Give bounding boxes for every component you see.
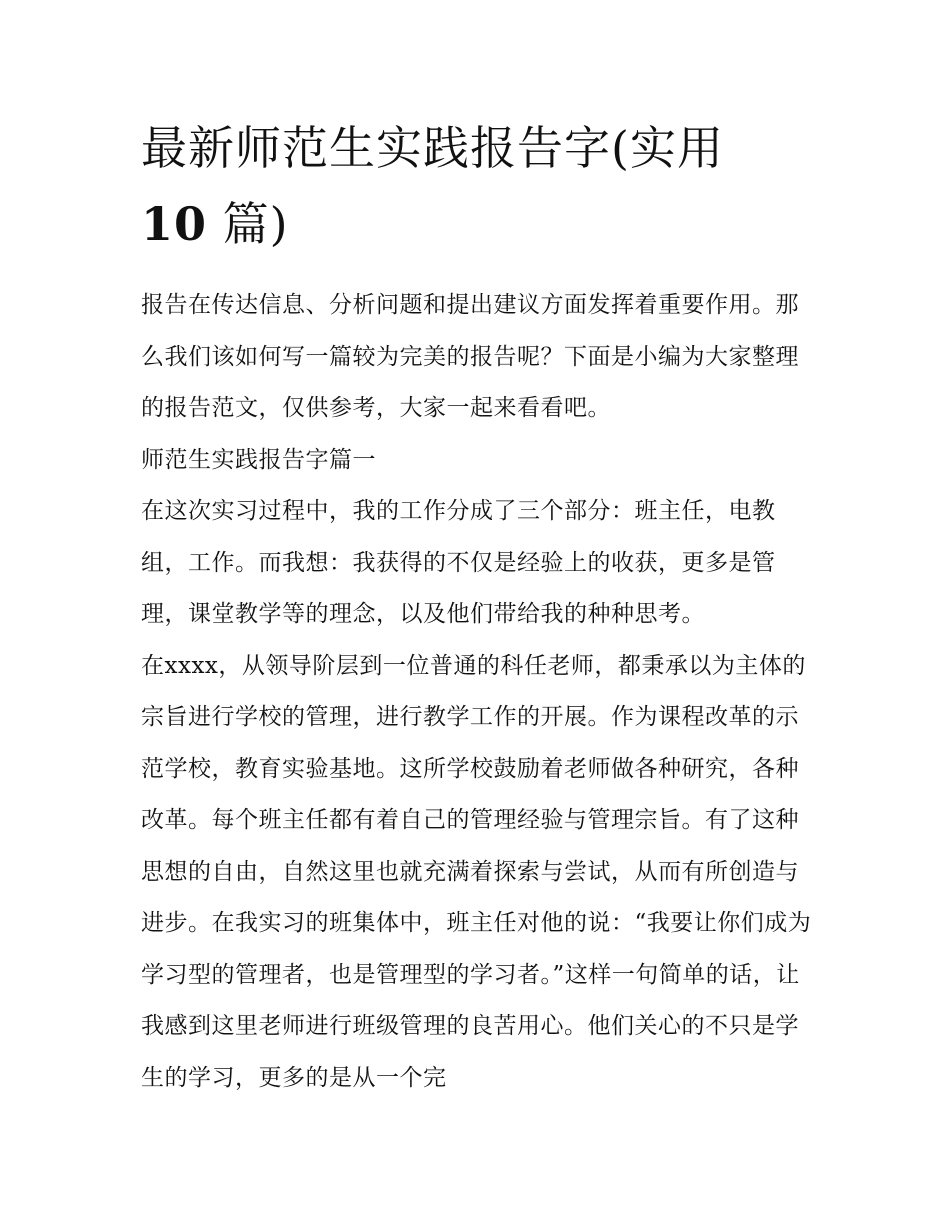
document-content [141,110,813,1104]
title-line-1: 最新师范生实践报告字(实用 [141,121,724,175]
intro-paragraph: 报告在传达信息、分析问题和提出建议方面发挥着重要作用。那么我们该如何写一篇较为完美的报告呢？下面是小编为大家整理的报告范文，仅供参考，大家一起来看看吧。 [141,292,799,421]
document-title [141,110,813,262]
body-paragraph-1: 在这次实习过程中，我的工作分成了三个部分：班主任，电教组，工作。而我想：我获得的不仅是经验上的收获，更多是管理，课堂教学等的理念，以及他们带给我的种种思考。 [141,498,776,627]
document-body [141,280,813,1104]
title-line-2: 篇) [222,197,289,251]
section-heading: 师范生实践报告字篇一 [141,446,376,473]
body-paragraph-2: 在xxxx，从领导阶层到一位普通的科任老师，都秉承以为主体的宗旨进行学校的管理，进行教学工作的开展。作为课程改革的示范学校，教育实验基地。这所学校鼓励着老师做各种研究，各种改革。每个班主任都有着自己的管理经验与管理宗旨。有了这种思想的自由，自然这里也就充满着探索与尝试，从而有所创造与进步。在我实习的班集体中，班主任对他的说：“我要让你们成为学习型的管理者，也是管理型的学习者。”这样一句简单的话，让我感到这里老师进行班级管理的良苦用心。他们关心的不只是学生的学习，更多的是从一个完 [141,652,812,1091]
title-number: 10 [141,197,208,251]
